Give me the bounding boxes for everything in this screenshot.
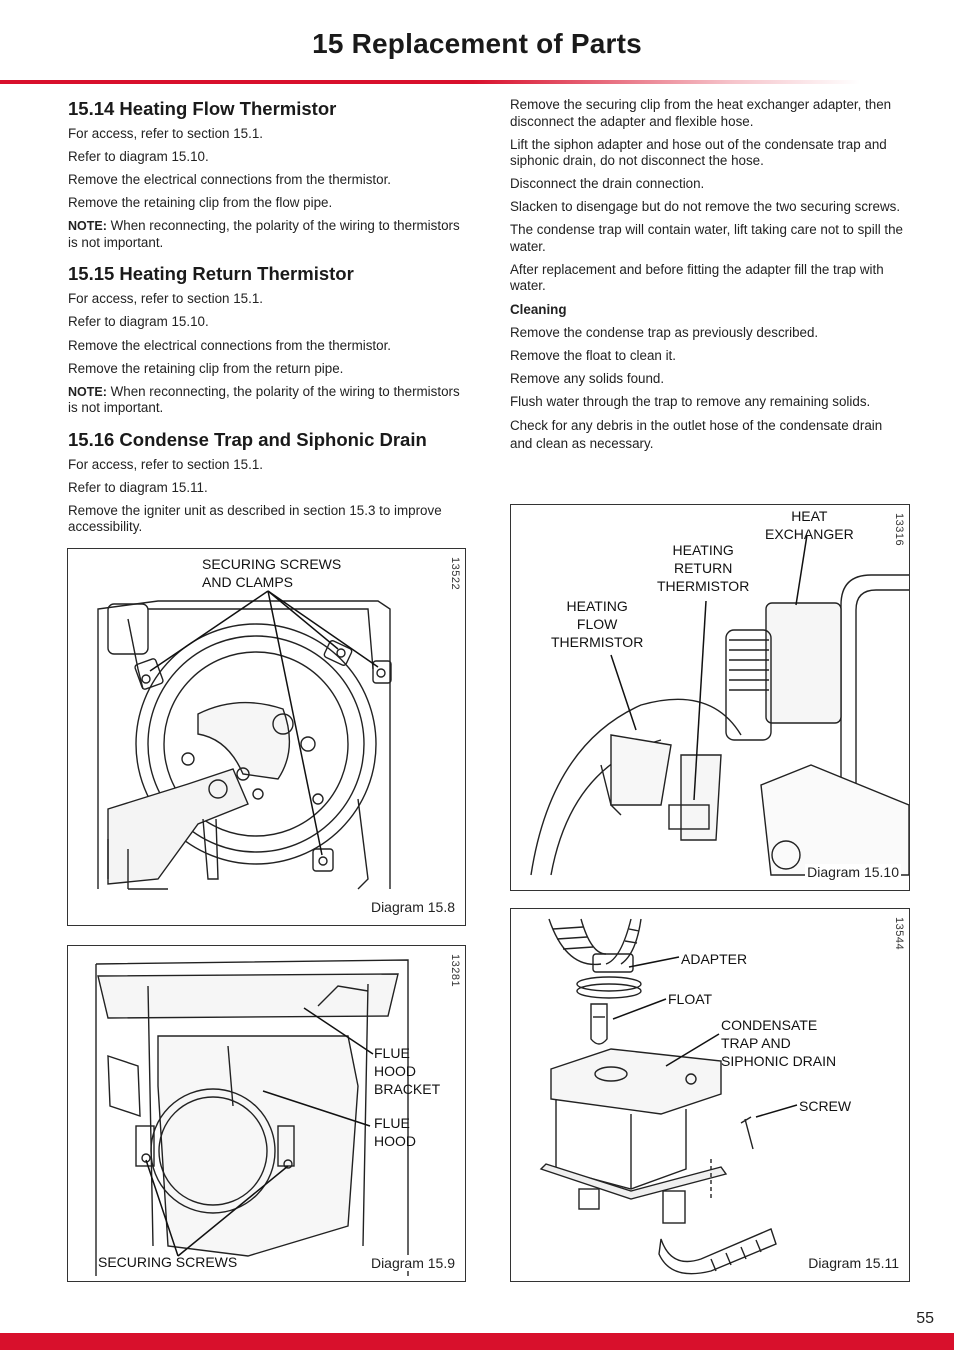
paragraph: Remove the retaining clip from the return pipe. [68, 360, 344, 376]
paragraph: After replacement and before fitting the adapter fill the trap with water. [510, 261, 884, 294]
note-label: NOTE: [68, 219, 107, 234]
label-heat-exchanger: HEAT EXCHANGER [765, 508, 854, 542]
diagram-15-8 [67, 548, 466, 926]
footer-bar [0, 1333, 954, 1350]
paragraph: Slacken to disengage but do not remove the two securing screws. [510, 199, 901, 215]
label-flue-hood-bracket: FLUE HOOD BRACKET [374, 1045, 441, 1097]
diagram-ref-number: 13316 [893, 513, 905, 547]
note-label: NOTE: [68, 384, 107, 399]
diagram-caption: Diagram 15.11 [808, 1255, 899, 1271]
label-securing-screws-and-clamps: SECURING SCREWS AND CLAMPS [202, 556, 342, 590]
paragraph: For access, refer to section 15.1. [68, 126, 263, 141]
fan-assembly-illustration [68, 549, 465, 925]
diagram-15-10 [510, 504, 910, 891]
section-heading-15-14: 15.14 Heating Flow Thermistor [68, 98, 337, 119]
diagram-15-9 [67, 945, 466, 1282]
note [68, 384, 468, 417]
diagram-caption: Diagram 15.10 [807, 864, 899, 880]
paragraph: Remove the retaining clip from the flow pipe. [68, 195, 333, 211]
label-condensate-trap: CONDENSATE TRAP AND SIPHONIC DRAIN [721, 1017, 837, 1069]
paragraph: Lift the siphon adapter and hose out of the condensate trap and siphonic drain, do not disconnect the hose. [510, 136, 887, 169]
note-text: When reconnecting, the polarity of the wiring to thermistors is not important. [68, 383, 460, 416]
diagram-ref-number: 13522 [449, 557, 461, 591]
paragraph: Refer to diagram 15.11. [68, 479, 208, 495]
label-heating-flow-thermistor: HEATING FLOW THERMISTOR [551, 598, 644, 650]
cleaning-heading: Cleaning [510, 301, 567, 317]
section-heading-15-15: 15.15 Heating Return Thermistor [68, 263, 354, 285]
title-rule [0, 80, 860, 84]
paragraph: Remove the electrical connections from the thermistor. [68, 337, 392, 353]
paragraph: Flush water through the trap to remove any remaining solids. [510, 393, 871, 409]
paragraph: Refer to diagram 15.10. [68, 314, 209, 330]
label-adapter: ADAPTER [681, 951, 748, 967]
paragraph: Refer to diagram 15.10. [68, 149, 209, 165]
label-securing-screws: SECURING SCREWS [98, 1254, 238, 1270]
paragraph: Remove the electrical connections from the thermistor. [68, 172, 392, 188]
label-flue-hood: FLUE HOOD [374, 1115, 416, 1149]
paragraph: Remove the condense trap as previously described. [510, 324, 819, 340]
right-column [510, 97, 905, 460]
section-heading-15-16: 15.16 Condense Trap and Siphonic Drain [68, 428, 427, 450]
paragraph: Remove the securing clip from the heat exchanger adapter, then disconnect the adapter and flexible hose. [510, 97, 892, 129]
paragraph: Remove the float to clean it. [510, 347, 676, 363]
paragraph: Remove any solids found. [510, 370, 665, 386]
label-float: FLOAT [668, 991, 713, 1007]
paragraph: For access, refer to section 15.1. [68, 291, 263, 307]
page-title: 15 Replacement of Parts [312, 28, 642, 59]
diagram-caption: Diagram 15.8 [370, 899, 455, 915]
diagram-caption: Diagram 15.9 [370, 1255, 455, 1271]
paragraph: Check for any debris in the outlet hose of the condensate drain and clean as necessary. [510, 418, 883, 452]
diagram-ref-number: 13544 [893, 917, 905, 951]
paragraph: The condense trap will contain water, lift taking care not to spill the water. [510, 222, 904, 254]
paragraph: Remove the igniter unit as described in section 15.3 to improve accessibility. [68, 502, 442, 535]
diagram-ref-number: 13281 [449, 954, 461, 988]
page-number: 55 [916, 1310, 934, 1327]
paragraph: Disconnect the drain connection. [510, 176, 705, 192]
note [68, 218, 468, 251]
label-heating-return-thermistor: HEATING RETURN THERMISTOR [657, 542, 750, 594]
left-column [68, 98, 468, 543]
note-text: When reconnecting, the polarity of the wiring to thermistors is not important. [68, 218, 460, 250]
label-screw: SCREW [799, 1098, 852, 1114]
diagram-15-11 [510, 908, 910, 1282]
paragraph: For access, refer to section 15.1. [68, 456, 263, 472]
